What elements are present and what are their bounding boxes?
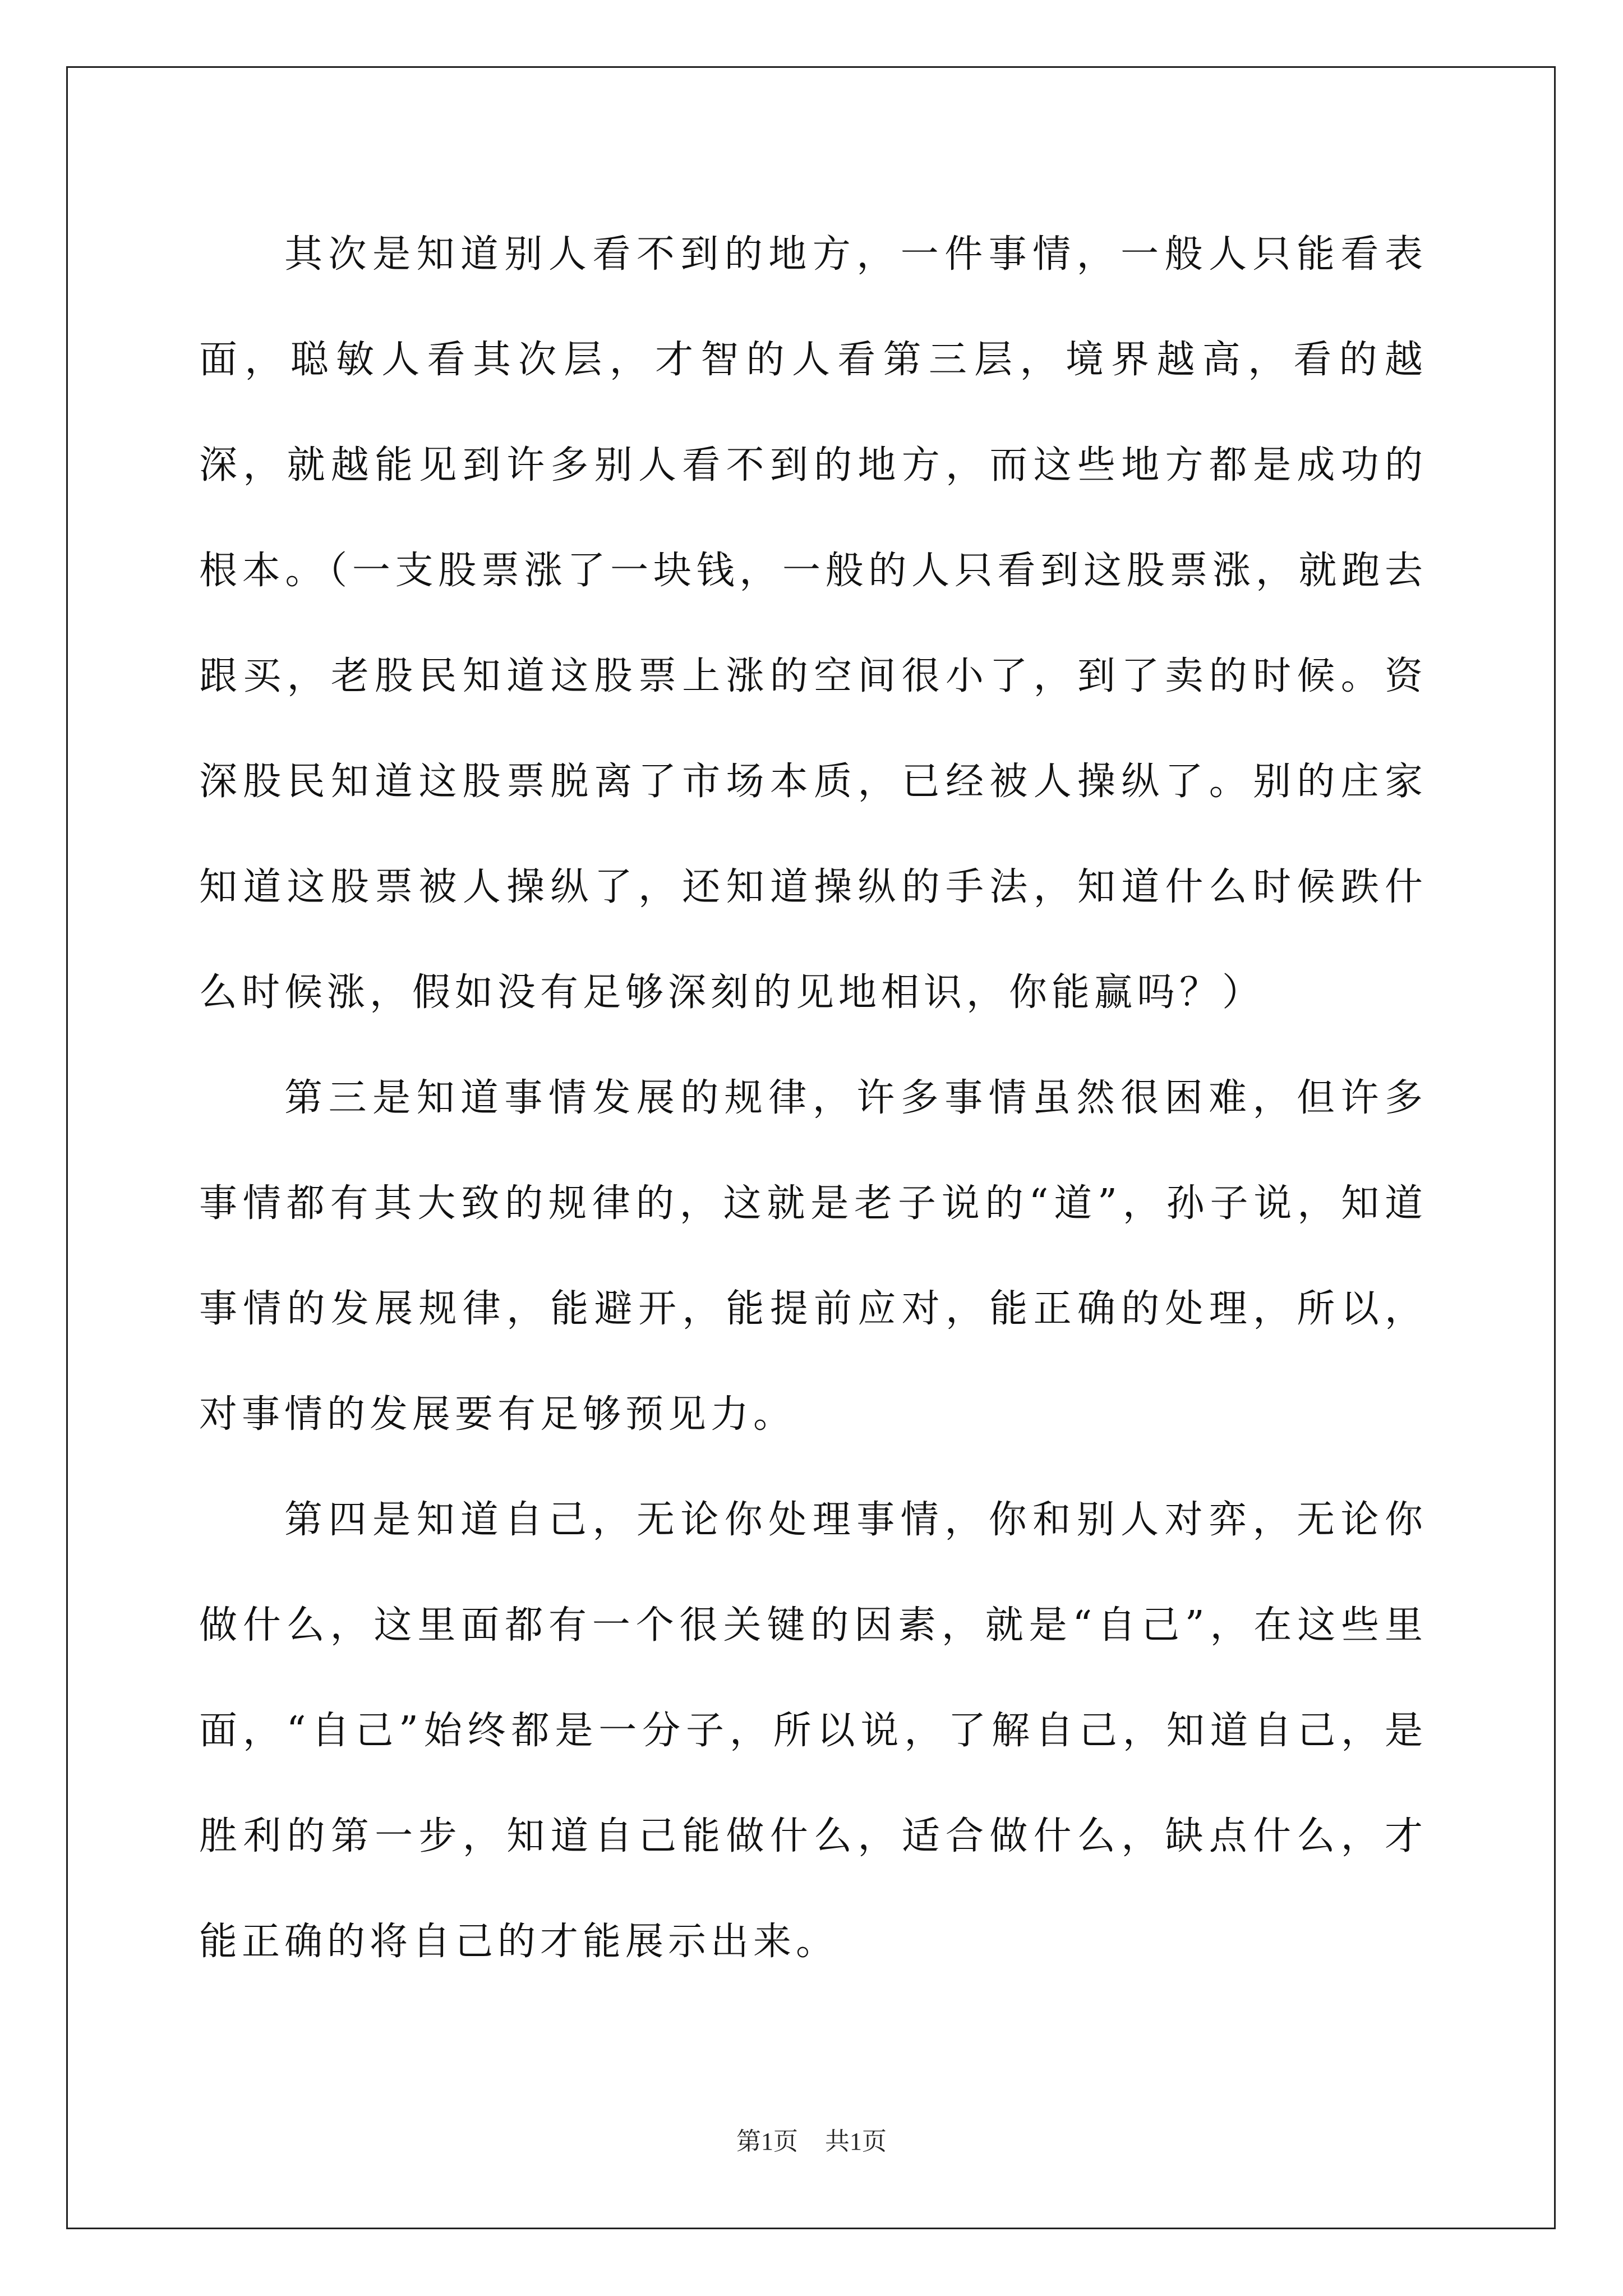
paragraph-2: 第三是知道事情发展的规律，许多事情虽然很困难，但许多事情都有其大致的规律的，这就是老子说的“道”，孙子说，知道事情的发展规律，能避开，能提前应对，能正确的处理，所以，对事情的发展要有足够预见力。 bbox=[199, 1076, 1427, 1437]
page-number-current: 第1页 bbox=[736, 2128, 798, 2155]
page-number-total: 共1页 bbox=[825, 2128, 887, 2155]
paragraph-1: 其次是知道别人看不到的地方，一件事情，一般人只能看表面，聪敏人看其次层，才智的人看第三层，境界越高，看的越深，就越能见到许多别人看不到的地方，而这些地方都是成功的根本。（一支股票涨了一块钱，一般的人只看到这股票涨，就跑去跟买，老股民知道这股票上涨的空间很小了，到了卖的时候。资深股民知道这股票脱离了市场本质，已经被人操纵了。别的庄家知道这股票被人操纵了，还知道操纵的手法，知道什么时候跌什么时候涨，假如没有足够深刻的见地相识，你能赢吗？） bbox=[199, 232, 1427, 1015]
paragraph-3: 第四是知道自己，无论你处理事情，你和别人对弈，无论你做什么，这里面都有一个很关键的因素，就是“自己”，在这些里面，“自己”始终都是一分子，所以说，了解自己，知道自己，是胜利的第一步，知道自己能做什么，适合做什么，缺点什么，才能正确的将自己的才能展示出来。 bbox=[199, 1498, 1427, 1964]
document-body bbox=[199, 202, 1427, 1995]
page-footer bbox=[0, 2125, 1623, 2159]
